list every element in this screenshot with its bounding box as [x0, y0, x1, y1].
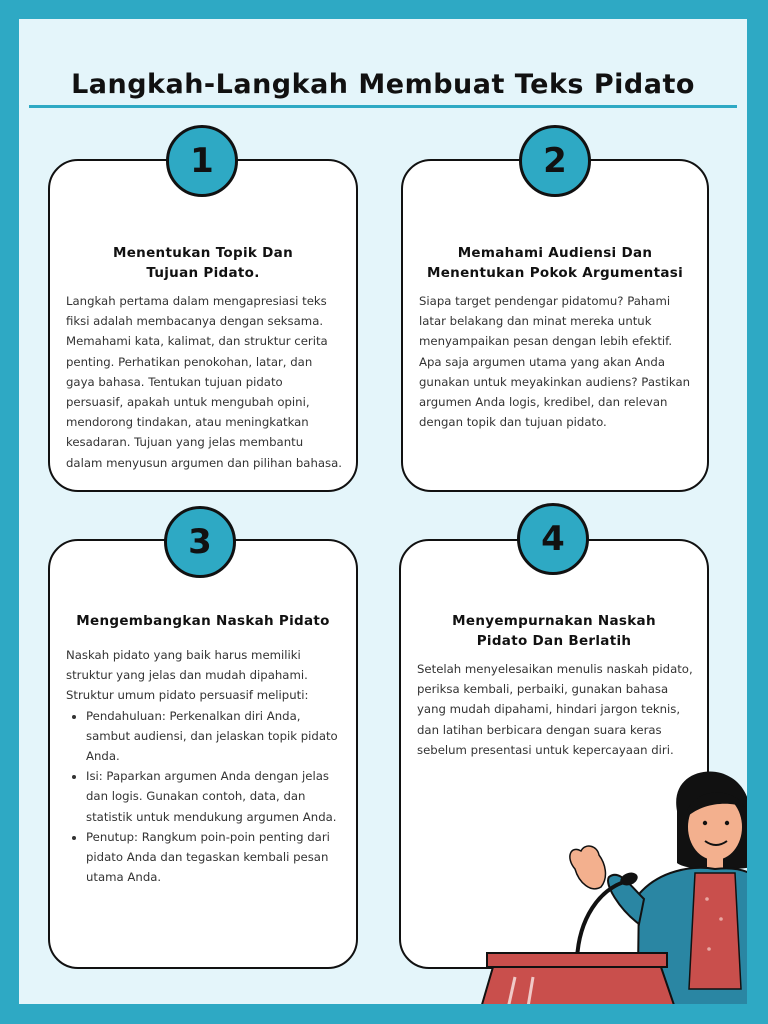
- step-card-1: [48, 159, 358, 492]
- step-3-number-badge: 3: [164, 506, 236, 578]
- step-4-body: Setelah menyelesaikan menulis naskah pidato, periksa kembali, perbaiki, gunakan bahasa yang mudah dipahami, hindari jargon teknis, dan latihan berbicara dengan suara keras sebelum presentasi untuk kepercayaan diri.: [417, 662, 693, 757]
- step-1-body: Langkah pertama dalam mengapresiasi teks fiksi adalah membacanya dengan seksama. Memahami kata, kalimat, dan struktur cerita penting. Perhatikan penokohan, latar, dan gaya bahasa. Tentukan tujuan pidato persuasif, apakah untuk mengubah opini, mendorong tindakan, atau meningkatkan kesadaran. Tujuan yang jelas membantu dalam menyusun argumen dan pilihan bahasa.: [66, 294, 342, 470]
- title-divider: [29, 105, 737, 108]
- step-3-bullet-list: [66, 706, 342, 888]
- step-3-title: Mengembangkan Naskah Pidato: [76, 613, 330, 629]
- step-4-title: Menyempurnakan Naskah Pidato Dan Berlatih: [452, 613, 656, 649]
- infographic-page: [19, 19, 747, 1004]
- podium-body: [469, 967, 689, 1004]
- step-3-intro: Naskah pidato yang baik harus memiliki struktur yang jelas dan mudah dipahami. Struktur umum pidato persuasif meliputi:: [66, 648, 309, 703]
- podium-top: [487, 953, 667, 967]
- list-item: • Pendahuluan: Perkenalkan diri Anda, sambut audiensi, dan jelaskan topik pidato Anda.: [86, 706, 342, 767]
- list-item: • Isi: Paparkan argumen Anda dengan jelas dan logis. Gunakan contoh, data, dan statistik untuk mendukung argumen Anda.: [86, 766, 342, 827]
- step-1-number-badge: 1: [166, 125, 238, 197]
- step-card-2: [401, 159, 709, 492]
- step-3-body: [66, 645, 342, 887]
- page-title: Langkah-Langkah Membuat Teks Pidato: [71, 69, 695, 100]
- step-4-number-badge: 4: [517, 503, 589, 575]
- step-2-body: Siapa target pendengar pidatomu? Pahami latar belakang dan minat mereka untuk menyampaikan pesan dengan lebih efektif. Apa saja argumen utama yang akan Anda gunakan untuk meyakinkan audiens? Pastikan argumen Anda logis, kredibel, dan relevan dengan topik dan tujuan pidato.: [419, 294, 691, 430]
- speaker-at-podium-illustration: [459, 759, 747, 1004]
- hand-shape: [570, 846, 606, 889]
- step-1-title: Menentukan Topik Dan Tujuan Pidato.: [112, 245, 294, 281]
- step-2-number-badge: 2: [519, 125, 591, 197]
- step-card-3: [48, 539, 358, 969]
- step-2-title: Memahami Audiensi Dan Menentukan Pokok Argumentasi: [426, 245, 683, 281]
- list-item: • Penutup: Rangkum poin-poin penting dari pidato Anda dan tegaskan kembali pesan utama Anda.: [86, 827, 342, 888]
